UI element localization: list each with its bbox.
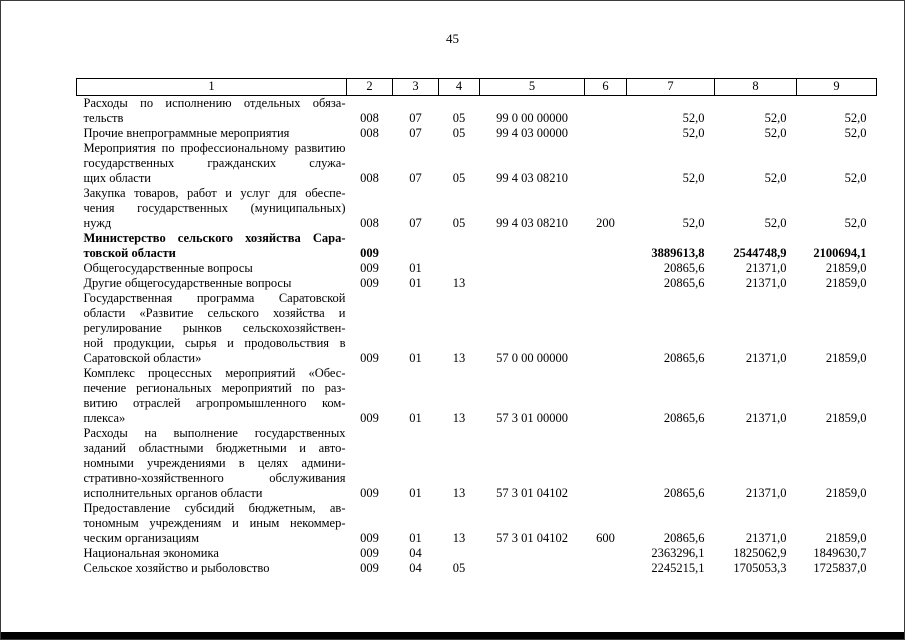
table-row [77,501,877,546]
row-section-code: 01 [409,261,422,275]
description-line: Закупка товаров, работ и услуг для обеспе- [83,186,346,200]
table-row [77,366,877,426]
row-amount-year1: 20865,6 [663,411,705,425]
description-line: области «Развитие сельского хозяйства и [83,306,346,320]
row-description [77,291,347,366]
row-description [77,231,347,261]
table-row [77,291,877,366]
table-row [77,261,877,276]
table-row [77,276,877,291]
row-grbs-code: 009 [360,531,379,545]
row-target-article-code [480,261,585,276]
row-subsection-code: 13 [452,351,466,365]
header-col-5: 5 [480,79,585,96]
row-subsection-code: 05 [452,111,466,125]
row-description [77,546,347,561]
row-amount-year2: 21371,0 [745,351,787,365]
row-target-article-code [480,546,585,561]
row-section-code: 01 [409,276,422,290]
row-target-article-code: 57 3 01 00000 [496,411,568,425]
row-amount-year3: 21859,0 [825,486,867,500]
row-target-article-code: 99 4 03 00000 [496,126,568,140]
description-line: печение региональных мероприятий по раз- [83,381,346,395]
row-description [77,426,347,501]
row-grbs-code: 009 [360,276,379,290]
table-row [77,126,877,141]
description-line: витию отраслей агропромышленного ком- [83,396,346,410]
header-col-1: 1 [77,79,347,96]
row-amount-year1: 20865,6 [663,351,705,365]
row-amount-year1: 52,0 [682,126,705,140]
row-description [77,501,347,546]
description-line: Сельское хозяйство и рыболовство [83,561,270,575]
description-line: чения государственных (муниципальных) [83,201,346,215]
row-section-code: 01 [409,351,422,365]
row-description [77,186,347,231]
row-grbs-code: 009 [360,561,379,575]
row-amount-year3: 21859,0 [825,351,867,365]
row-target-article-code: 57 3 01 04102 [496,486,568,500]
row-target-article-code: 57 0 00 00000 [496,351,568,365]
description-line: щих области [83,171,151,185]
description-line: исполнительных органов области [83,486,263,500]
row-amount-year2: 52,0 [764,216,787,230]
row-section-code: 07 [409,126,422,140]
table-header-row [77,79,877,96]
description-line: ной продукции, сырья и продовольствия в [83,336,346,350]
description-line: Расходы по исполнению отдельных обяза- [83,96,346,110]
row-section-code: 07 [409,216,422,230]
page-bottom-edge [1,632,904,639]
page-number: 45 [446,31,459,46]
row-expense-type-code [585,96,627,127]
row-grbs-code: 009 [360,246,379,260]
row-amount-year3: 52,0 [844,126,867,140]
row-expense-type-code: 600 [596,531,615,545]
header-col-6: 6 [585,79,627,96]
row-amount-year2: 52,0 [764,111,787,125]
description-line: плекса» [83,411,126,425]
row-amount-year1: 52,0 [682,171,705,185]
row-section-code: 01 [409,411,422,425]
row-description [77,276,347,291]
header-col-4: 4 [439,79,480,96]
row-section-code: 01 [409,486,422,500]
header-col-3: 3 [393,79,439,96]
row-subsection-code: 05 [452,216,466,230]
row-subsection-code: 05 [452,171,466,185]
table-header [77,79,877,96]
row-amount-year2: 21371,0 [745,531,787,545]
row-grbs-code: 008 [360,111,379,125]
row-amount-year3: 21859,0 [825,276,867,290]
row-expense-type-code [585,546,627,561]
table-row [77,231,877,261]
description-line: ческим организациям [83,531,200,545]
row-amount-year2: 1705053,3 [733,561,787,575]
header-col-7: 7 [627,79,715,96]
row-amount-year3: 21859,0 [825,531,867,545]
description-line: товской области [83,246,176,260]
row-description [77,261,347,276]
row-grbs-code: 009 [360,411,379,425]
row-amount-year2: 52,0 [764,126,787,140]
row-grbs-code: 009 [360,546,379,560]
description-line: заданий областными бюджетными и авто- [83,441,346,455]
row-amount-year1: 3889613,8 [651,246,705,260]
row-amount-year2: 21371,0 [745,276,787,290]
description-line: Комплекс процессных мероприятий «Обес- [83,366,346,380]
row-expense-type-code [585,291,627,366]
table-row [77,96,877,127]
row-target-article-code [480,561,585,576]
row-amount-year1: 20865,6 [663,276,705,290]
description-line: нужд [83,216,112,230]
row-subsection-code: 13 [452,486,466,500]
row-amount-year3: 52,0 [844,216,867,230]
description-line: Государственная программа Саратовской [83,291,346,305]
row-amount-year3: 1725837,0 [813,561,867,575]
row-subsection-code [439,231,480,261]
row-grbs-code: 009 [360,261,379,275]
row-description [77,141,347,186]
description-line: регулирование рынков сельскохозяйствен- [83,321,346,335]
row-target-article-code: 99 0 00 00000 [496,111,568,125]
row-section-code: 04 [409,546,422,560]
header-col-8: 8 [715,79,797,96]
row-target-article-code: 57 3 01 04102 [496,531,568,545]
row-subsection-code: 05 [452,561,466,575]
table-row [77,141,877,186]
row-amount-year2: 21371,0 [745,261,787,275]
row-expense-type-code [585,231,627,261]
row-target-article-code [480,276,585,291]
row-expense-type-code: 200 [596,216,615,230]
description-line: Предоставление субсидий бюджетным, ав- [83,501,346,515]
row-amount-year3: 21859,0 [825,261,867,275]
description-line: номными учреждениями в целях админи- [83,456,346,470]
row-amount-year3: 2100694,1 [813,246,867,260]
row-amount-year1: 20865,6 [663,261,705,275]
row-expense-type-code [585,561,627,576]
row-section-code: 07 [409,171,422,185]
row-amount-year2: 2544748,9 [733,246,787,260]
row-section-code [393,231,439,261]
row-amount-year2: 52,0 [764,171,787,185]
row-description [77,126,347,141]
row-subsection-code: 13 [452,276,466,290]
row-subsection-code: 05 [452,126,466,140]
description-line: тельств [83,111,124,125]
row-grbs-code: 008 [360,126,379,140]
row-grbs-code: 009 [360,351,379,365]
description-line: Национальная экономика [83,546,219,560]
row-section-code: 01 [409,531,422,545]
description-line: Саратовской области» [83,351,202,365]
row-grbs-code: 008 [360,171,379,185]
row-section-code: 04 [409,561,422,575]
row-amount-year1: 52,0 [682,111,705,125]
row-description [77,561,347,576]
table-row [77,426,877,501]
row-amount-year1: 20865,6 [663,531,705,545]
row-description [77,366,347,426]
row-amount-year1: 2245215,1 [651,561,705,575]
row-subsection-code: 13 [452,531,466,545]
row-expense-type-code [585,366,627,426]
row-target-article-code: 99 4 03 08210 [496,216,568,230]
row-grbs-code: 008 [360,216,379,230]
row-amount-year1: 52,0 [682,216,705,230]
row-amount-year3: 21859,0 [825,411,867,425]
header-col-2: 2 [347,79,393,96]
row-amount-year3: 52,0 [844,111,867,125]
row-description [77,96,347,127]
row-subsection-code [439,546,480,561]
table-row [77,561,877,576]
description-line: тономным учреждениям и иным некоммер- [83,516,346,530]
header-col-9: 9 [797,79,877,96]
table-row [77,546,877,561]
budget-table [76,78,877,576]
description-line: Общегосударственные вопросы [83,261,253,275]
row-amount-year1: 20865,6 [663,486,705,500]
description-line: Прочие внепрограммные мероприятия [83,126,290,140]
row-expense-type-code [585,261,627,276]
description-line: Министерство сельского хозяйства Сара- [83,231,346,245]
row-amount-year1: 2363296,1 [651,546,705,560]
description-line: государственных гражданских служа- [83,156,346,170]
row-amount-year2: 21371,0 [745,411,787,425]
row-section-code: 07 [409,111,422,125]
row-grbs-code: 009 [360,486,379,500]
description-line: Другие общегосударственные вопросы [83,276,292,290]
row-expense-type-code [585,276,627,291]
row-amount-year2: 1825062,9 [733,546,787,560]
description-line: Мероприятия по профессиональному развитию [83,141,346,155]
row-target-article-code: 99 4 03 08210 [496,171,568,185]
row-subsection-code [439,261,480,276]
table-body [77,96,877,577]
row-expense-type-code [585,426,627,501]
description-line: Расходы на выполнение государственных [83,426,346,440]
description-line: стративно-хозяйственного обслуживания [83,471,346,485]
row-expense-type-code [585,141,627,186]
row-target-article-code [480,231,585,261]
row-amount-year3: 1849630,7 [813,546,867,560]
row-amount-year2: 21371,0 [745,486,787,500]
row-amount-year3: 52,0 [844,171,867,185]
row-expense-type-code [585,126,627,141]
table-row [77,186,877,231]
row-subsection-code: 13 [452,411,466,425]
